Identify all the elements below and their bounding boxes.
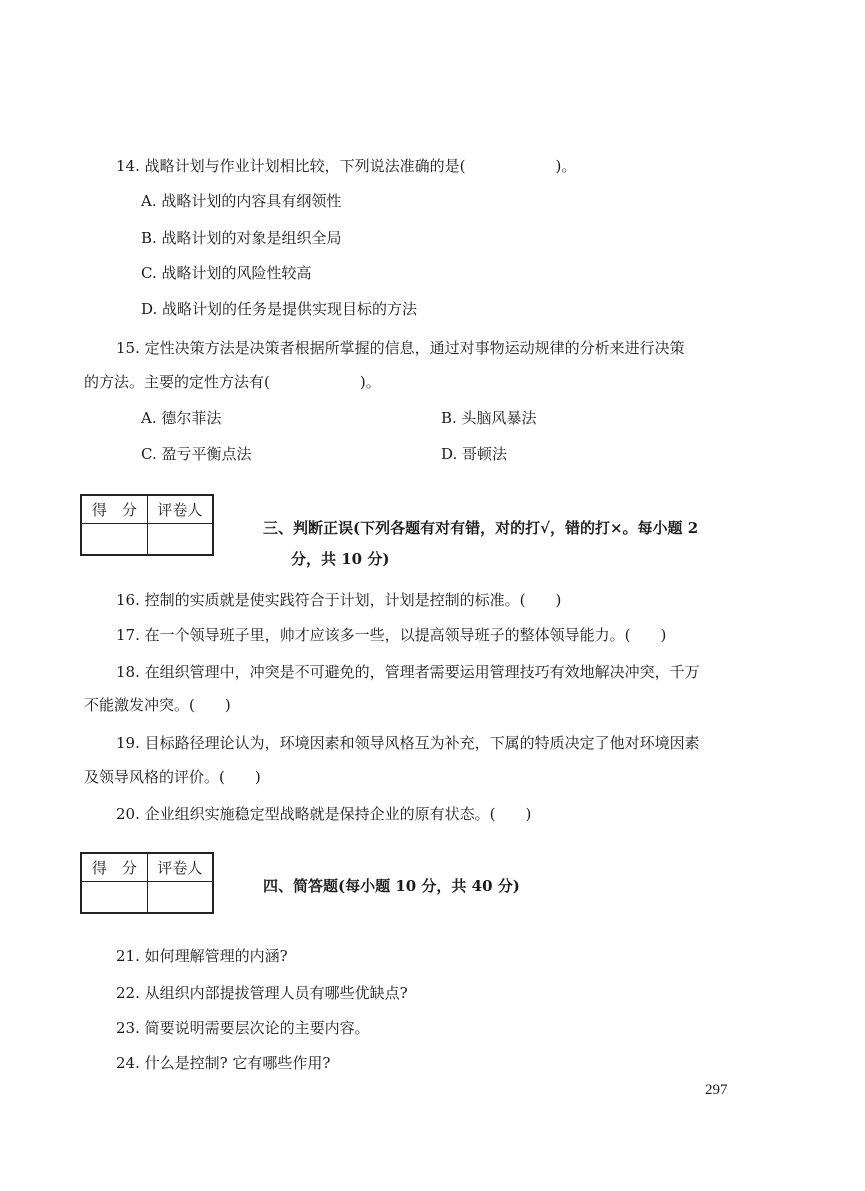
section-4-title: 四、简答题(每小题 10 分，共 40 分) bbox=[263, 877, 520, 895]
question-19-line2: 及领导风格的评价。( ) bbox=[84, 768, 261, 786]
question-21: 21. 如何理解管理的内涵? bbox=[116, 947, 288, 965]
question-14-option-a: A. 战略计划的内容具有纲领性 bbox=[141, 192, 342, 210]
score-cell[interactable] bbox=[81, 523, 147, 555]
question-18-line1: 18. 在组织管理中，冲突是不可避免的，管理者需要运用管理技巧有效地解决冲突，千万 bbox=[116, 663, 700, 681]
question-17: 17. 在一个领导班子里，帅才应该多一些，以提高领导班子的整体领导能力。( ) bbox=[116, 626, 667, 644]
question-14-option-c: C. 战略计划的风险性较高 bbox=[141, 264, 312, 282]
section-3-title-line1: 三、判断正误(下列各题有对有错，对的打√，错的打×。每小题 2 bbox=[263, 519, 699, 537]
question-15-option-b: B. 头脑风暴法 bbox=[441, 409, 537, 427]
score-table-section-3 bbox=[80, 494, 214, 556]
score-header: 得 分 bbox=[81, 495, 147, 523]
grader-cell[interactable] bbox=[147, 523, 213, 555]
question-15-stem-line2: 的方法。主要的定性方法有( )。 bbox=[84, 373, 381, 391]
question-15-option-d: D. 哥顿法 bbox=[441, 445, 508, 463]
grader-header: 评卷人 bbox=[147, 495, 213, 523]
question-23: 23. 简要说明需要层次论的主要内容。 bbox=[116, 1019, 370, 1037]
section-3-title-line2: 分，共 10 分) bbox=[291, 550, 390, 568]
question-22: 22. 从组织内部提拔管理人员有哪些优缺点? bbox=[116, 984, 408, 1002]
question-15-option-c: C. 盈亏平衡点法 bbox=[141, 445, 252, 463]
score-cell[interactable] bbox=[81, 881, 147, 913]
page-number: 297 bbox=[705, 1082, 728, 1098]
question-19-line1: 19. 目标路径理论认为，环境因素和领导风格互为补充，下属的特质决定了他对环境因素 bbox=[116, 734, 700, 752]
score-table-section-4 bbox=[80, 852, 214, 914]
question-14-option-b: B. 战略计划的对象是组织全局 bbox=[141, 229, 342, 247]
grader-cell[interactable] bbox=[147, 881, 213, 913]
question-14-option-d: D. 战略计划的任务是提供实现目标的方法 bbox=[141, 300, 418, 318]
question-24: 24. 什么是控制? 它有哪些作用? bbox=[116, 1054, 331, 1072]
question-15-option-a: A. 德尔菲法 bbox=[141, 409, 222, 427]
grader-header: 评卷人 bbox=[147, 853, 213, 881]
question-16: 16. 控制的实质就是使实践符合于计划，计划是控制的标准。( ) bbox=[116, 591, 562, 609]
question-18-line2: 不能激发冲突。( ) bbox=[84, 696, 231, 714]
question-15-stem-line1: 15. 定性决策方法是决策者根据所掌握的信息，通过对事物运动规律的分析来进行决策 bbox=[116, 339, 685, 357]
score-header: 得 分 bbox=[81, 853, 147, 881]
question-14-stem: 14. 战略计划与作业计划相比较，下列说法准确的是( )。 bbox=[116, 157, 577, 175]
question-20: 20. 企业组织实施稳定型战略就是保持企业的原有状态。( ) bbox=[116, 805, 532, 823]
